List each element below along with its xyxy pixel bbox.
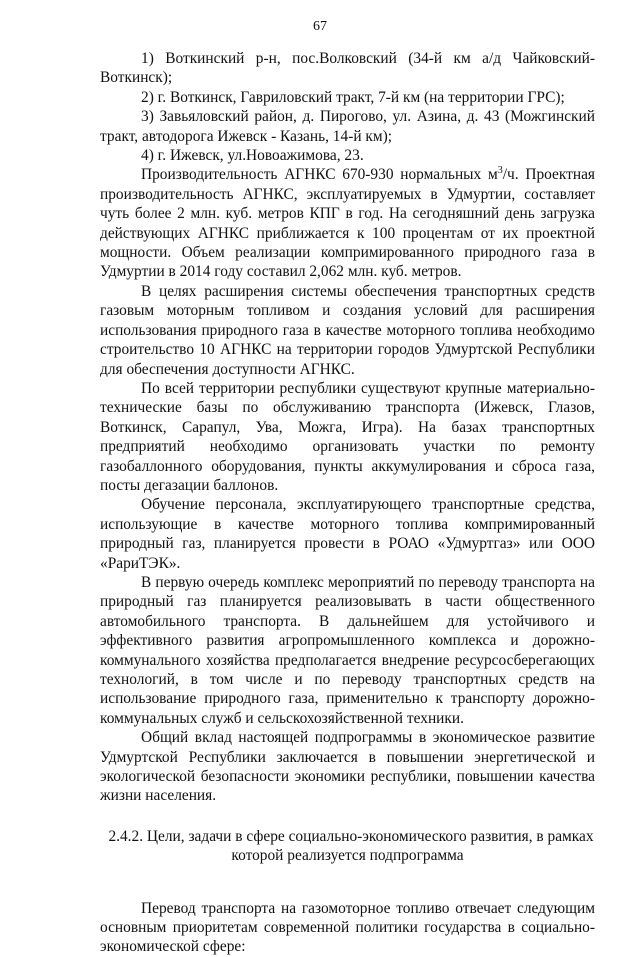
- section-heading-line1: 2.4.2. Цели, задачи в сфере социально-экономического развития, в рамках: [108, 827, 594, 845]
- document-body: [100, 49, 595, 957]
- section-heading: [100, 827, 595, 866]
- paragraph: Общий вклад настоящей подпрограммы в экономическое развитие Удмуртской Республики заключается в повышении энергетической и экологической безопасности экономики республики, повышении качества жизни населения.: [100, 729, 595, 805]
- paragraph: По всей территории республики существуют крупные материально-технические базы по обслуживанию транспорта (Ижевск, Глазов, Воткинск, Сарапул, Ува, Можга, Игра). На базах транспортных предприятий необходимо организовать участки по ремонту газобаллонного оборудования, пункты аккумулирования и сброса газа, посты дегазации баллонов.: [100, 379, 595, 494]
- cubic-superscript: 3: [497, 165, 503, 177]
- paragraph: В первую очередь комплекс мероприятий по переводу транспорта на природный газ планируется реализовывать в части общественного автомобильного транспорта. В дальнейшем для устойчивого и эффективного развития агропромышленного комплекса и дорожно-коммунального хозяйства предполагается внедрение ресурсосберегающих технологий, в том числе и по переводу транспортных средств на использование природного газа, применительно к транспорту дорожно-коммунальных служб и сельскохозяйственной техники.: [100, 573, 595, 727]
- capacity-text-start: Производительность АГНКС 670-930 нормальных м: [141, 166, 498, 184]
- paragraph-capacity: [100, 165, 595, 281]
- paragraph: Обучение персонала, эксплуатирующего транспортные средства, использующие в качестве моторного топлива компримированный природный газ, планируется провести в РОАО «Удмуртгаз» или ООО «РариТЭК».: [100, 496, 595, 572]
- list-item: 3) Завьяловский район, д. Пирогово, ул. Азина, д. 43 (Можгинский тракт, автодорога Ижевск - Казань, 14-й км);: [100, 108, 595, 145]
- capacity-text-end: /ч. Проектная производительность АГНКС, эксплуатируемых в Удмуртии, составляет чуть более 2 млн. куб. метров КПГ в год. На сегодняшний день загрузка действующих АГНКС приближается к 100 процентам от их проектной мощности. Объем реализации компримированного природного газа в Удмуртии в 2014 году составил 2,062 млн. куб. метров.: [100, 166, 595, 281]
- list-item: 1) Воткинский р-н, пос.Волковский (34-й км а/д Чайковский-Воткинск);: [100, 50, 595, 87]
- section-heading-line2: которой реализуется подпрограмма: [231, 847, 464, 865]
- paragraph-final: Перевод транспорта на газомоторное топливо отвечает следующим основным приоритетам современной политики государства в социально-экономической сфере:: [100, 899, 595, 956]
- list-item: 2) г. Воткинск, Гавриловский тракт, 7-й км (на территории ГРС);: [141, 88, 565, 106]
- paragraph: В целях расширения системы обеспечения транспортных средств газовым моторным топливом и создания условий для расширения использования природного газа в качестве моторного топлива необходимо строительство 10 АГНКС на территории городов Удмуртской Республики для обеспечения доступности АГНКС.: [100, 282, 595, 378]
- list-item: 4) г. Ижевск, ул.Новоажимова, 23.: [141, 147, 364, 165]
- page-number: 67: [313, 19, 327, 34]
